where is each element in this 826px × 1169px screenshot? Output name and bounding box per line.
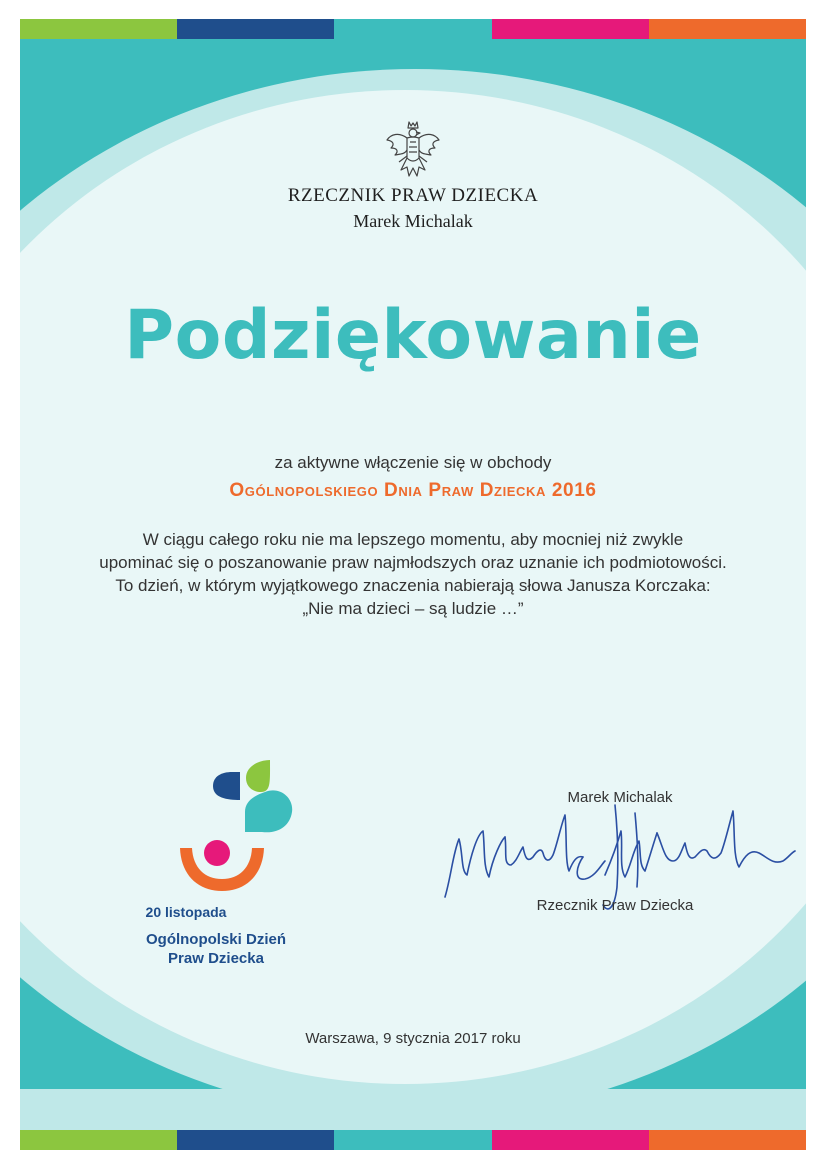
place-and-date: Warszawa, 9 stycznia 2017 roku <box>305 1030 521 1047</box>
organization-title: RZECZNIK PRAW DZIECKA <box>287 185 539 206</box>
organization-person: Marek Michalak <box>353 211 473 231</box>
polish-eagle-emblem-icon <box>385 120 441 180</box>
certificate-title: Podziękowanie <box>124 296 702 375</box>
children-rights-day-logo-icon <box>170 752 305 894</box>
logo-date: 20 listopada <box>145 904 227 920</box>
logo-name-line: Praw Dziecka <box>168 950 264 967</box>
body-line: W ciągu całego roku nie ma lepszego momentu, aby mocniej niż zwykle <box>142 530 684 549</box>
body-line: To dzień, w którym wyjątkowego znaczenia nabierają słowa Janusza Korczaka: <box>115 576 711 595</box>
logo-name <box>111 930 321 968</box>
body-line: „Nie ma dzieci – są ludzie …” <box>302 599 524 618</box>
signatory-role: Rzecznik Praw Dziecka <box>536 897 694 914</box>
signatory-name: Marek Michalak <box>567 789 673 806</box>
lead-text: za aktywne włączenie się w obchody <box>274 453 552 472</box>
body-line: upominać się o poszanowanie praw najmłodszych oraz uznanie ich podmiotowości. <box>99 553 727 572</box>
event-name: Ogólnopolskiego Dnia Praw Dziecka 2016 <box>229 480 597 501</box>
body-paragraph <box>0 528 826 620</box>
logo-name-line: Ogólnopolski Dzień <box>145 931 286 948</box>
